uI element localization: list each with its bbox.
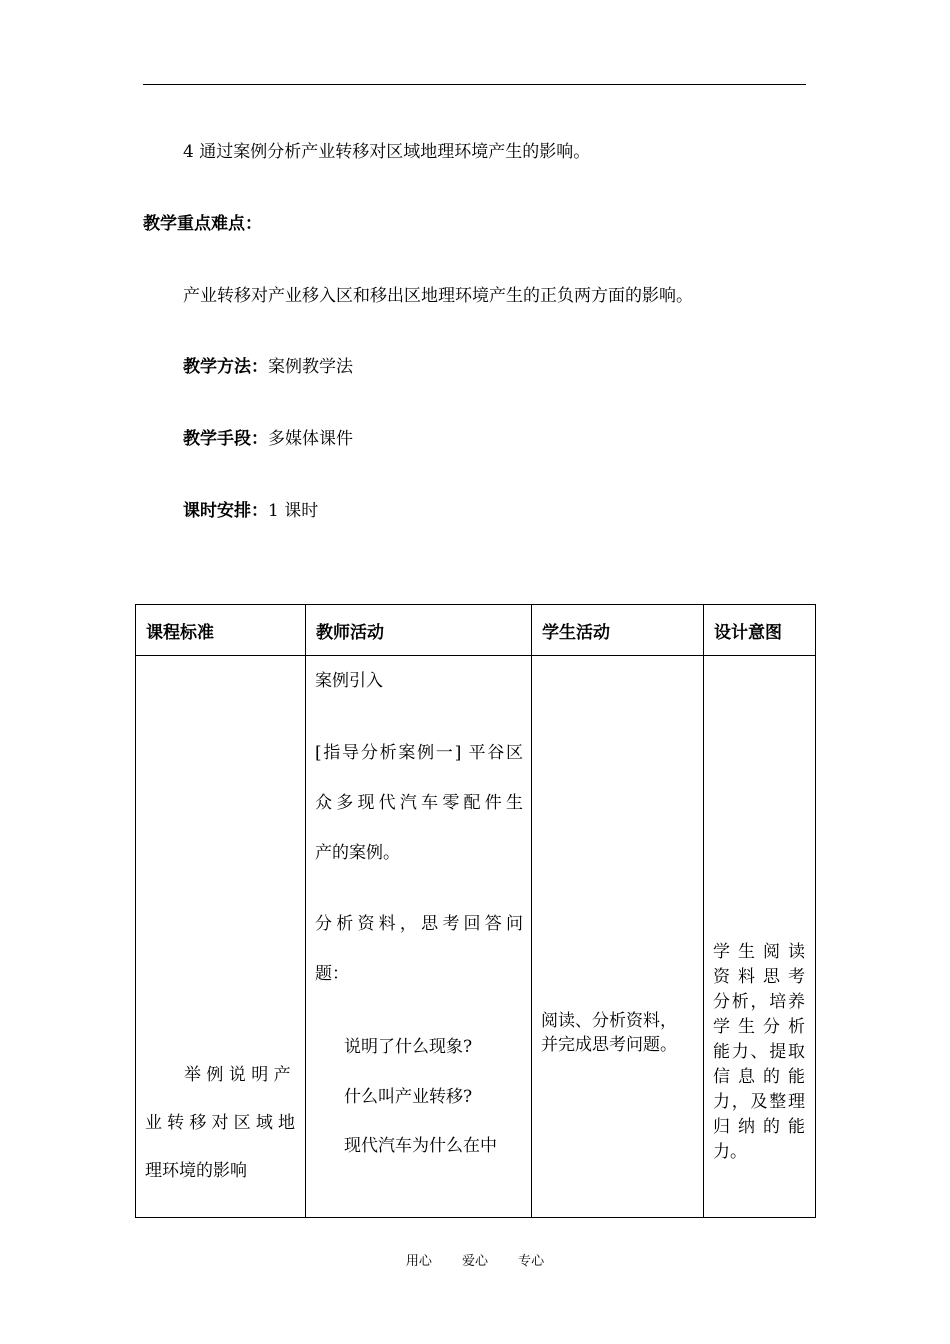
- cell-student-activity: [532, 656, 704, 1218]
- header-design-intent: 设计意图: [704, 605, 816, 656]
- intent-line-8: 归 纳 的 能: [713, 1117, 805, 1137]
- header-rule: [143, 84, 806, 85]
- intent-line-3: 分析，培养: [713, 992, 805, 1012]
- teacher-intro: 案例引入: [315, 671, 383, 691]
- objective-item-4: 4 通过案例分析产业转移对区域地理环境产生的影响。: [183, 142, 591, 162]
- footer-word-3: 专心: [518, 1254, 545, 1269]
- intent-line-6: 信 息 的 能: [713, 1067, 805, 1087]
- student-line-2: 并完成思考问题。: [541, 1035, 677, 1055]
- cell-teacher-activity: [306, 656, 532, 1218]
- teacher-analysis-line-1: 分析资料，思考回答问: [315, 914, 523, 934]
- intent-line-4: 学 生 分 析: [713, 1017, 805, 1037]
- teaching-method-label: 教学方法：: [183, 357, 268, 377]
- intent-line-5: 能力、提取: [713, 1042, 805, 1062]
- footer-word-2: 爱心: [461, 1254, 488, 1269]
- standard-line-2: 业转移对区域地: [145, 1113, 295, 1133]
- class-schedule: [183, 499, 318, 523]
- header-teacher-activity: 教师活动: [306, 605, 532, 656]
- key-difficulty-heading: 教学重点难点：: [143, 214, 262, 234]
- teacher-guide-line-1: [指导分析案例一] 平谷区: [315, 743, 523, 763]
- teacher-analysis-line-2: 题：: [315, 964, 349, 984]
- intent-line-1: 学 生 阅 读: [713, 942, 805, 962]
- standard-line-3: 理环境的影响: [145, 1161, 247, 1181]
- lesson-plan-table: [135, 604, 816, 1218]
- cell-design-intent: [704, 656, 816, 1218]
- intent-line-9: 力。: [713, 1142, 747, 1162]
- table-header-row: [136, 605, 816, 656]
- intent-line-2: 资 料 思 考: [713, 967, 805, 987]
- footer-word-1: 用心: [405, 1254, 432, 1269]
- teacher-question-2: 什么叫产业转移?: [344, 1087, 473, 1107]
- student-line-1: 阅读、分析资料，: [541, 1011, 677, 1031]
- cell-curriculum-standard: [136, 656, 306, 1218]
- header-student-activity: 学生活动: [532, 605, 704, 656]
- table-row: [136, 656, 816, 1218]
- key-difficulty-content: 产业转移对产业移入区和移出区地理环境产生的正负两方面的影响。: [183, 286, 693, 306]
- teaching-method: [183, 355, 353, 379]
- teaching-means-label: 教学手段：: [183, 429, 268, 449]
- standard-line-1: 举 例 说 明 产: [184, 1065, 291, 1085]
- header-curriculum-standard: 课程标准: [136, 605, 306, 656]
- page-footer: [0, 1250, 950, 1269]
- class-schedule-label: 课时安排：: [183, 501, 268, 521]
- intent-line-7: 力，及整理: [713, 1092, 805, 1112]
- teacher-question-1: 说明了什么现象?: [344, 1037, 473, 1057]
- teaching-means-value: 多媒体课件: [268, 429, 353, 449]
- teacher-guide-line-3: 产的案例。: [315, 843, 400, 863]
- class-schedule-value: 1 课时: [268, 501, 319, 521]
- teacher-guide-line-2: 众多现代汽车零配件生: [315, 793, 523, 813]
- teaching-means: [183, 427, 353, 451]
- teaching-method-value: 案例教学法: [268, 357, 353, 377]
- teacher-question-3: 现代汽车为什么在中: [344, 1136, 497, 1156]
